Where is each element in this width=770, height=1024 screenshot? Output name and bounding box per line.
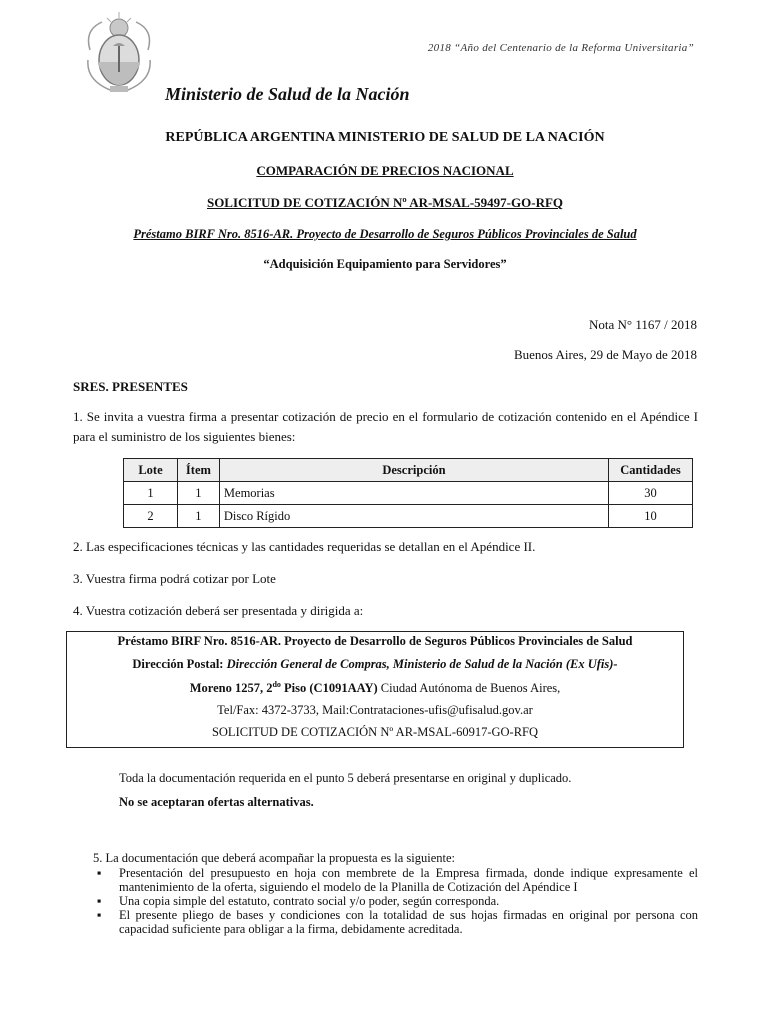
street-floor: Piso (C1091AAY) bbox=[280, 681, 378, 696]
postal-value: Dirección General de Compras, Ministerio de Salud de la Nación (Ex Ufis)- bbox=[226, 657, 618, 671]
header-quantities: Cantidades bbox=[609, 459, 693, 482]
header-description: Descripción bbox=[219, 459, 608, 482]
cell-quantity: 30 bbox=[609, 482, 693, 505]
section5-intro: 5. La documentación que deberá acompañar la propuesta es la siguiente: bbox=[93, 851, 456, 865]
table-header-row bbox=[124, 459, 693, 482]
note-original: Toda la documentación requerida en el punto 5 deberá presentarse en original y duplicado. bbox=[119, 771, 572, 785]
list-item-text: Presentación del presupuesto en hoja con membrete de la Empresa firmada, donde indique expresamente el mantenimiento de la oferta, siguiendo el modelo de la Planilla de Cotización del Apéndice I bbox=[119, 866, 698, 894]
documents-list bbox=[93, 866, 698, 936]
cell-description: Disco Rígido bbox=[219, 505, 608, 528]
postal-label: Dirección Postal: bbox=[132, 657, 224, 671]
address-box bbox=[66, 631, 684, 748]
street-number: Moreno 1257, 2 bbox=[189, 681, 273, 696]
salutation: SRES. PRESENTES bbox=[73, 379, 188, 394]
bullet-icon: ▪ bbox=[97, 866, 102, 880]
cell-lote: 1 bbox=[124, 482, 178, 505]
centenary-motto: 2018 “Año del Centenario de la Reforma Universitaria” bbox=[427, 42, 694, 54]
items-table bbox=[123, 458, 693, 528]
acquisition-title: “Adquisición Equipamiento para Servidores” bbox=[263, 257, 507, 271]
paragraph-4: 4. Vuestra cotización deberá ser presentada y dirigida a: bbox=[73, 603, 364, 618]
cell-lote: 2 bbox=[124, 505, 178, 528]
paragraph-2: 2. Las especificaciones técnicas y las cantidades requeridas se detallan en el Apéndice II. bbox=[73, 539, 536, 554]
cell-quantity: 10 bbox=[609, 505, 693, 528]
cell-item: 1 bbox=[177, 505, 219, 528]
table-row bbox=[124, 482, 693, 505]
comparison-title: COMPARACIÓN DE PRECIOS NACIONAL bbox=[256, 163, 514, 178]
cell-description: Memorias bbox=[219, 482, 608, 505]
table-row bbox=[124, 505, 693, 528]
loan-title: Préstamo BIRF Nro. 8516-AR. Proyecto de Desarrollo de Seguros Públicos Provinciales de Salud bbox=[133, 227, 637, 241]
ministry-heading: Ministerio de Salud de la Nación bbox=[165, 84, 410, 104]
place-date: Buenos Aires, 29 de Mayo de 2018 bbox=[513, 347, 697, 362]
street-floor-sup: do bbox=[272, 680, 281, 689]
cell-item: 1 bbox=[177, 482, 219, 505]
box-contact: Tel/Fax: 4372-3733, Mail:Contrataciones-ufis@ufisalud.gov.ar bbox=[217, 703, 533, 717]
header-lote: Lote bbox=[124, 459, 178, 482]
note-number: Nota N° 1167 / 2018 bbox=[589, 317, 697, 332]
main-title: REPÚBLICA ARGENTINA MINISTERIO DE SALUD DE LA NACIÓN bbox=[165, 130, 605, 145]
box-street bbox=[67, 680, 683, 696]
note-no-alternatives: No se aceptaran ofertas alternativas. bbox=[119, 795, 314, 809]
box-request: SOLICITUD DE COTIZACIÓN Nº AR-MSAL-60917-GO-RFQ bbox=[211, 725, 539, 739]
bullet-icon: ▪ bbox=[97, 894, 102, 908]
bullet-icon: ▪ bbox=[97, 908, 102, 922]
list-item bbox=[93, 908, 698, 936]
list-item bbox=[93, 894, 698, 908]
request-title: SOLICITUD DE COTIZACIÓN Nº AR-MSAL-59497-GO-RFQ bbox=[206, 195, 564, 210]
list-item-text: Una copia simple del estatuto, contrato social y/o poder, según corresponda. bbox=[119, 894, 500, 908]
paragraph-1: 1. Se invita a vuestra firma a presentar cotización de precio en el formulario de cotización contenido en el Apéndice I para el suministro de los siguientes bienes: bbox=[73, 409, 698, 444]
coat-of-arms-icon bbox=[80, 10, 158, 96]
paragraph-3: 3. Vuestra firma podrá cotizar por Lote bbox=[73, 571, 276, 586]
box-loan: Préstamo BIRF Nro. 8516-AR. Proyecto de Desarrollo de Seguros Públicos Provinciales de Salud bbox=[117, 634, 633, 648]
list-item bbox=[93, 866, 698, 894]
street-city: Ciudad Autónoma de Buenos Aires, bbox=[377, 681, 561, 696]
box-postal bbox=[67, 657, 683, 672]
header-item: Ítem bbox=[177, 459, 219, 482]
list-item-text: El presente pliego de bases y condiciones con la totalidad de sus hojas firmadas en original por persona con capacidad suficiente para obligar a la firma, debidamente acreditada. bbox=[119, 908, 698, 936]
